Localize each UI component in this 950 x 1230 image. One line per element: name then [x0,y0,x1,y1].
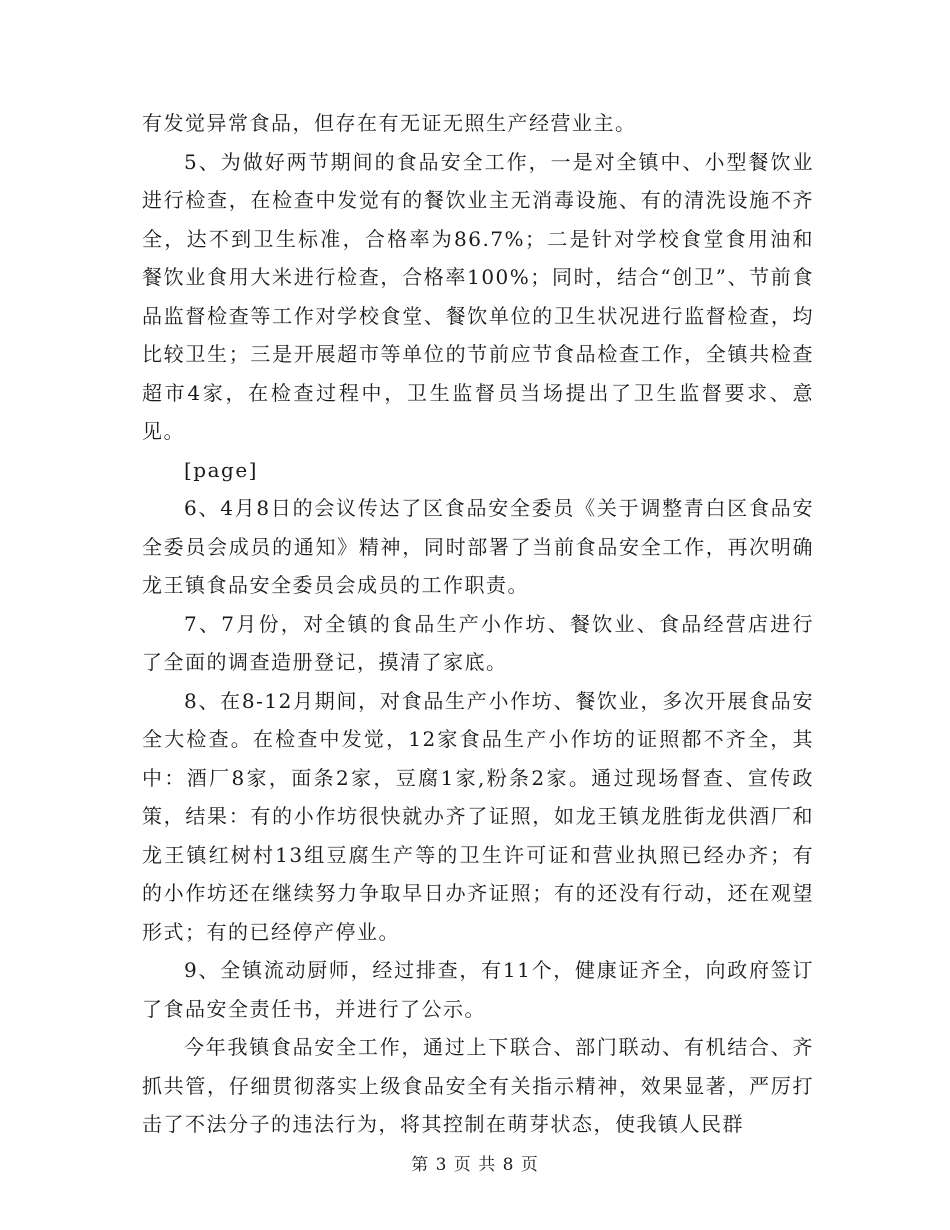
paragraph-item-9: 9、全镇流动厨师，经过排查，有11个，健康证齐全，向政府签订了食品安全责任书，并进行了公示。 [142,958,814,1021]
paragraph-item-7: 7、7月份，对全镇的食品生产小作坊、餐饮业、食品经营店进行了全面的调查造册登记，摸清了家底。 [142,611,814,674]
paragraph-summary: 今年我镇食品安全工作，通过上下联合、部门联动、有机结合、齐抓共管，仔细贯彻落实上级食品安全有关指示精神，效果显著，严厉打击了不法分子的违法行为，将其控制在萌芽状态，使我镇人民群 [142,1035,814,1136]
paragraph-continuation: 有发觉异常食品，但存在有无证无照生产经营业主。 [142,111,637,135]
paragraph-item-8: 8、在8-12月期间，对食品生产小作坊、餐饮业，多次开展食品安全大检查。在检查中发觉，12家食品生产小作坊的证照都不齐全，其中：酒厂8家，面条2家，豆腐1家,粉条2家。通过现场督查、宣传政策，结果：有的小作坊很快就办齐了证照，如龙王镇龙胜街龙供酒厂和龙王镇红树村13组豆腐生产等的卫生许可证和营业执照已经办齐；有的小作坊还在继续努力争取早日办齐证照；有的还没有行动，还在观望形式；有的已经停产停业。 [142,688,814,944]
page-number-footer: 第 3 页 共 8 页 [411,1155,539,1175]
page-marker: [page] [184,457,258,482]
paragraph-item-5: 5、为做好两节期间的食品安全工作，一是对全镇中、小型餐饮业进行检查，在检查中发觉有的餐饮业主无消毒设施、有的清洗设施不齐全，达不到卫生标准，合格率为86.7%；二是针对学校食堂食用油和餐饮业食用大米进行检查，合格率100%；同时，结合“创卫”、节前食品监督检查等工作对学校食堂、餐饮单位的卫生状况进行监督检查，均比较卫生；三是开展超市等单位的节前应节食品检查工作，全镇共检查超市4家，在检查过程中，卫生监督员当场提出了卫生监督要求、意见。 [142,149,814,443]
document-body [142,104,814,1144]
paragraph-item-6: 6、4月8日的会议传达了区食品安全委员《关于调整青白区食品安全委员会成员的通知》精神，同时部署了当前食品安全工作，再次明确龙王镇食品安全委员会成员的工作职责。 [142,496,814,597]
